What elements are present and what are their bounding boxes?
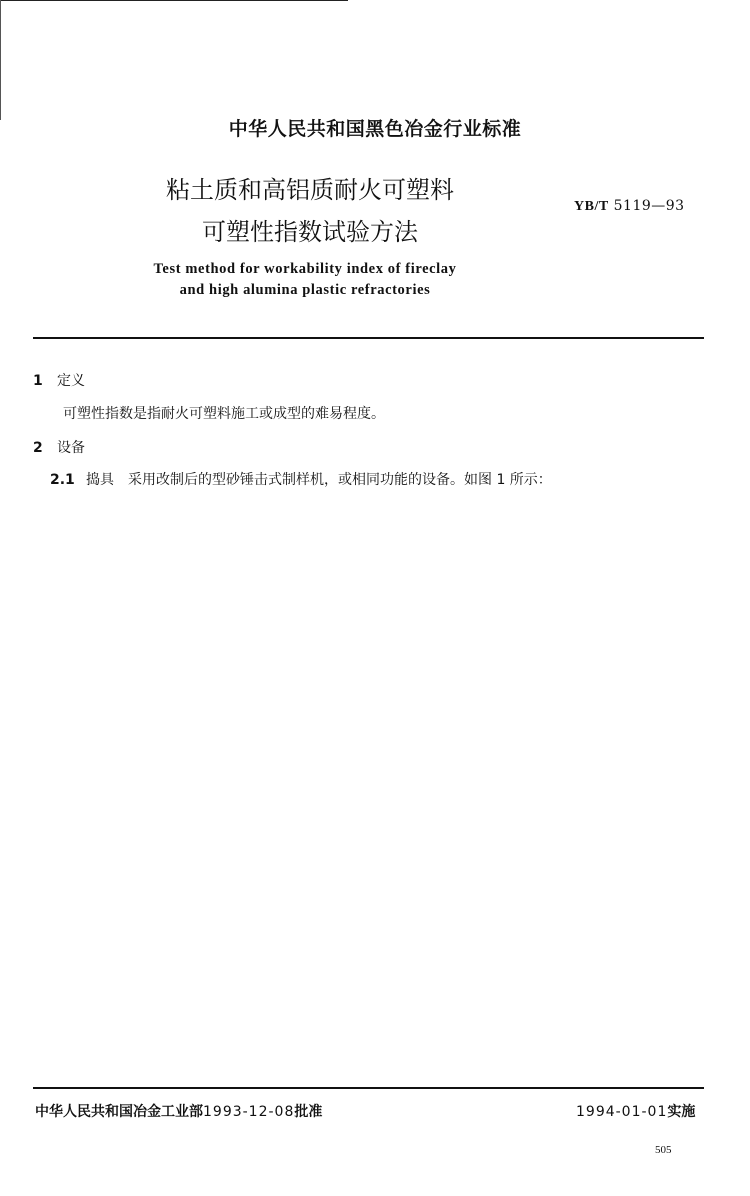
section-2-1-heading: 捣具	[86, 472, 114, 488]
standard-code: YB/T	[574, 199, 609, 214]
section-2-heading	[33, 437, 85, 457]
footer-divider	[33, 1087, 704, 1089]
approver: 中华人民共和国冶金工业部	[35, 1104, 203, 1120]
standard-number-value: 5119—93	[613, 198, 685, 214]
title-en-line1: Test method for workability index of fireclay	[153, 261, 457, 277]
header-divider	[33, 337, 704, 339]
effective-date: 1994-01-01	[576, 1104, 668, 1120]
approval-date: 1993-12-08	[203, 1104, 295, 1120]
section-1-number: 1	[33, 373, 43, 389]
issuer-heading: 中华人民共和国黑色冶金行业标准	[228, 118, 522, 140]
approval-word: 批准	[294, 1104, 323, 1120]
section-1-text: 可塑性指数是指耐火可塑料施工或成型的难易程度。	[63, 406, 385, 422]
section-2-number: 2	[33, 440, 43, 456]
title-cn-line1: 粘土质和高铝质耐火可塑料	[166, 176, 454, 204]
effective-statement	[576, 1101, 695, 1121]
title-cn-line2: 可塑性指数试验方法	[202, 218, 418, 246]
approval-statement	[35, 1101, 322, 1121]
section-2-1-number: 2.1	[50, 472, 75, 488]
section-2-title: 设备	[57, 440, 85, 456]
standard-number	[574, 198, 685, 215]
top-edge-rule	[0, 0, 348, 1]
section-2-1-text: 采用改制后的型砂锤击式制样机，或相同功能的设备。如图 1 所示：	[128, 472, 552, 488]
section-1-heading	[33, 370, 85, 390]
page-number: 505	[655, 1144, 672, 1156]
left-edge-rule	[0, 0, 1, 120]
section-2-1	[50, 469, 552, 489]
effective-word: 实施	[667, 1104, 696, 1120]
title-en-line2: and high alumina plastic refractories	[179, 282, 431, 298]
section-1-title: 定义	[57, 373, 85, 389]
